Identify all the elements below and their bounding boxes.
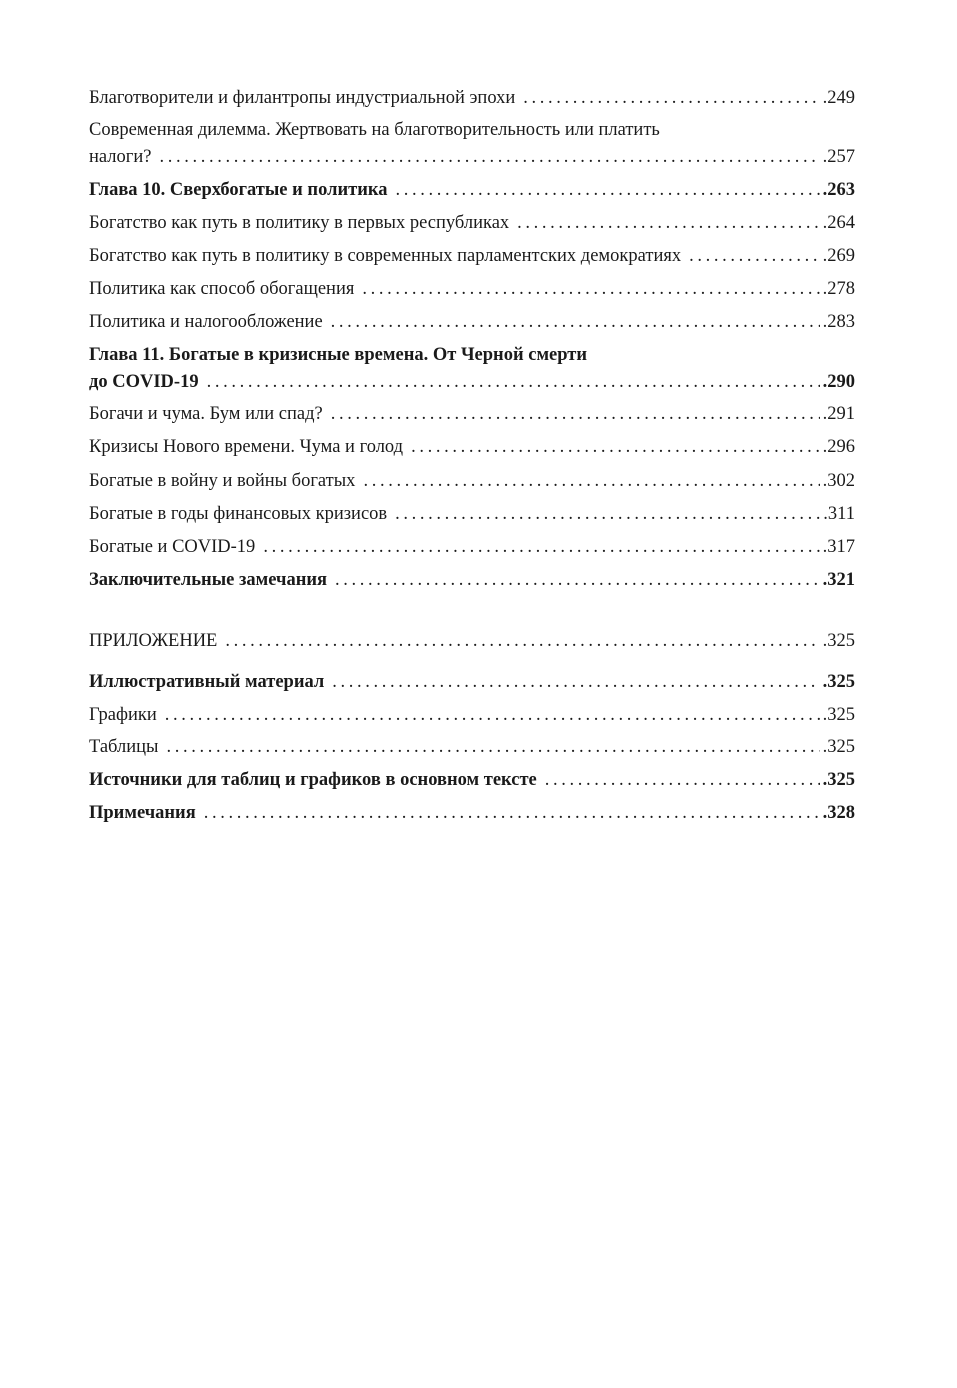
toc-entry[interactable]	[89, 502, 855, 526]
toc-page-number: .283	[822, 312, 855, 332]
toc-entry-title: Источники для таблиц и графиков в основном тексте	[89, 770, 537, 790]
toc-entry-title: Богатство как путь в политику в первых республиках	[89, 213, 510, 233]
toc-entry-title: Богачи и чума. Бум или спад?	[89, 404, 323, 424]
toc-page-number: .249	[822, 88, 855, 108]
toc-entry[interactable]	[89, 86, 855, 110]
toc-entry-title: Политика и налогообложение	[89, 312, 323, 332]
toc-page-number: .290	[822, 372, 855, 392]
toc-entry[interactable]	[89, 244, 855, 268]
toc-entry[interactable]	[89, 277, 855, 301]
dot-leader	[411, 435, 820, 459]
dot-leader	[335, 568, 820, 592]
toc-page-number: .317	[822, 537, 855, 557]
toc-entry[interactable]	[89, 670, 855, 694]
dot-leader	[166, 735, 819, 759]
toc-entry[interactable]	[89, 402, 855, 426]
dot-leader	[395, 502, 820, 526]
toc-entry[interactable]	[89, 435, 855, 459]
toc-entry[interactable]	[89, 568, 855, 592]
toc-page-number: .311	[823, 504, 855, 524]
toc-page-number: .325	[822, 631, 855, 651]
toc-page-number: .278	[822, 279, 855, 299]
dot-leader	[517, 211, 819, 235]
toc-entry-title: Иллюстративный материал	[89, 672, 325, 692]
dot-leader	[204, 801, 820, 825]
dot-leader	[159, 145, 819, 169]
toc-entry[interactable]	[89, 535, 855, 559]
toc-entry-title: налоги?	[89, 147, 152, 167]
toc-entry[interactable]	[89, 118, 855, 169]
toc-page-number: .325	[822, 705, 855, 725]
dot-leader	[395, 178, 819, 202]
dot-leader	[545, 768, 820, 792]
toc-entry[interactable]	[89, 178, 855, 202]
dot-leader	[331, 402, 820, 426]
toc-entry-title: Богатые в годы финансовых кризисов	[89, 504, 388, 524]
toc-entry[interactable]	[89, 343, 855, 394]
toc-entry[interactable]	[89, 469, 855, 493]
toc-entry[interactable]	[89, 801, 855, 825]
toc-entry-title: Заключительные замечания	[89, 570, 328, 590]
toc-entry-title: Таблицы	[89, 737, 159, 757]
dot-leader	[263, 535, 819, 559]
dot-leader	[523, 86, 819, 110]
toc-entry[interactable]	[89, 629, 855, 653]
toc-entry[interactable]	[89, 768, 855, 792]
toc-entry-title: Глава 10. Сверхбогатые и политика	[89, 180, 388, 200]
toc-entry-title: Богатство как путь в политику в современных парламентских демократиях	[89, 246, 682, 266]
dot-leader	[332, 670, 819, 694]
toc-page-number: .269	[822, 246, 855, 266]
toc-page-number: .296	[822, 437, 855, 457]
toc-page-number: .325	[822, 672, 855, 692]
toc-page-number: .291	[822, 404, 855, 424]
toc-entry-title-line1: Современная дилемма. Жертвовать на благотворительность или платить	[89, 120, 660, 140]
toc-page-number: .257	[822, 147, 855, 167]
toc-page-number: .325	[822, 737, 855, 757]
toc-page-number: .328	[822, 803, 855, 823]
toc-page-number: .325	[822, 770, 855, 790]
toc-entry[interactable]	[89, 310, 855, 334]
dot-leader	[363, 469, 819, 493]
toc-entry-title: Богатые в войну и войны богатых	[89, 471, 356, 491]
toc-entry-title: Примечания	[89, 803, 196, 823]
toc-entry-title: ПРИЛОЖЕНИЕ	[89, 631, 218, 651]
dot-leader	[362, 277, 819, 301]
toc-page-number: .321	[822, 570, 855, 590]
toc-entry-title-line1: Глава 11. Богатые в кризисные времена. От Черной смерти	[89, 345, 588, 365]
toc-entry[interactable]	[89, 211, 855, 235]
toc-page-number: .302	[822, 471, 855, 491]
toc-entry-title: Богатые и COVID-19	[89, 537, 256, 557]
dot-leader	[225, 629, 819, 653]
dot-leader	[207, 370, 820, 394]
toc-entry-title: Благотворители и филантропы индустриальной эпохи	[89, 88, 516, 108]
dot-leader	[331, 310, 820, 334]
dot-leader	[689, 244, 820, 268]
toc-page-number: .264	[822, 213, 855, 233]
toc-page-number: .263	[822, 180, 855, 200]
toc-entry-title: Кризисы Нового времени. Чума и голод	[89, 437, 404, 457]
toc-entry-title: Политика как способ обогащения	[89, 279, 355, 299]
toc-entry-title: Графики	[89, 705, 157, 725]
dot-leader	[165, 703, 820, 727]
toc-entry-title: до COVID-19	[89, 372, 199, 392]
toc-entry[interactable]	[89, 735, 855, 759]
toc-entry[interactable]	[89, 703, 855, 727]
